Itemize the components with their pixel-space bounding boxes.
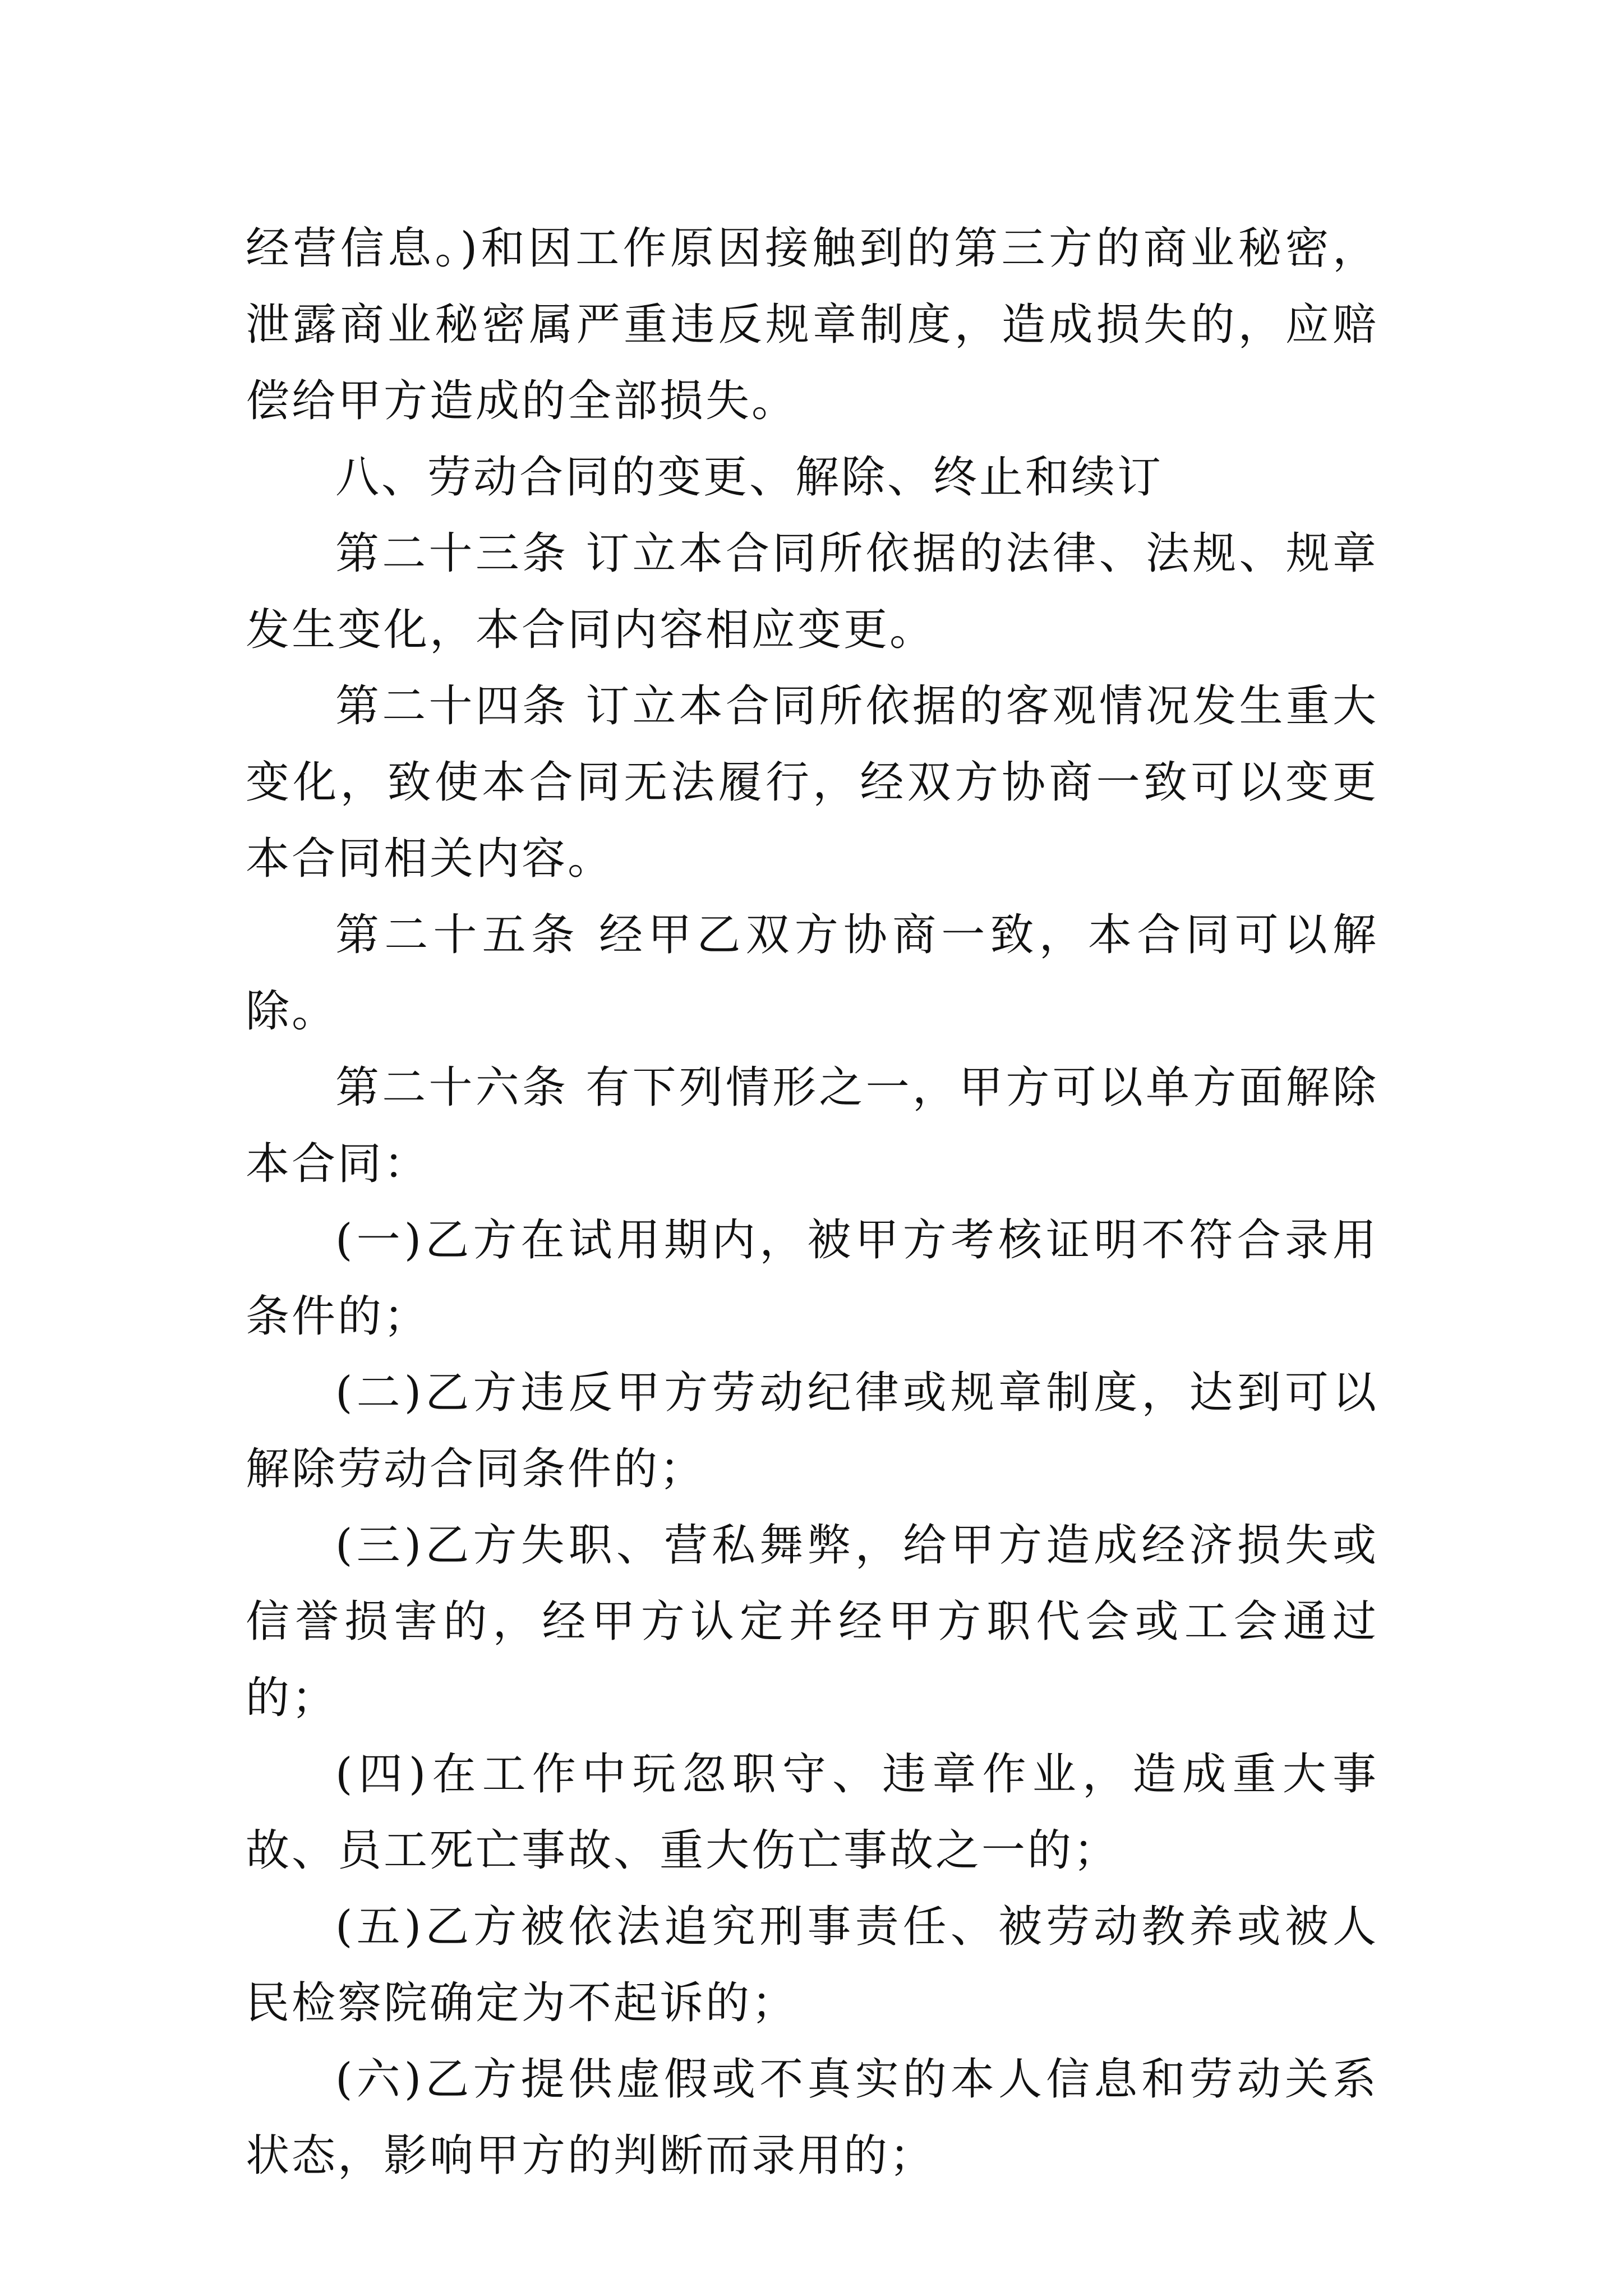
article-26-item-6: (六)乙方提供虚假或不真实的本人信息和劳动关系状态，影响甲方的判断而录用的； [246, 2054, 1378, 2181]
article-26-item-5: (五)乙方被依法追究刑事责任、被劳动教养或被人民检察院确定为不起诉的； [246, 1902, 1378, 2028]
paragraph-trade-secret-continuation: 经营信息。)和因工作原因接触到的第三方的商业秘密，泄露商业秘密属严重违反规章制度，造成损失的，应赔偿给甲方造成的全部损失。 [246, 223, 1378, 426]
section-heading-contract-changes: 八、劳动合同的变更、解除、终止和续订 [335, 452, 1164, 503]
article-26-item-2: (二)乙方违反甲方劳动纪律或规章制度，达到可以解除劳动合同条件的； [246, 1368, 1378, 1494]
article-24: 第二十四条 订立本合同所依据的客观情况发生重大变化，致使本合同无法履行，经双方协商一致可以变更本合同相关内容。 [246, 681, 1378, 884]
article-23: 第二十三条 订立本合同所依据的法律、法规、规章发生变化，本合同内容相应变更。 [246, 528, 1378, 655]
article-26: 第二十六条 有下列情形之一，甲方可以单方面解除本合同： [246, 1062, 1378, 1189]
article-25: 第二十五条 经甲乙双方协商一致，本合同可以解除。 [246, 910, 1378, 1037]
article-26-item-4: (四)在工作中玩忽职守、违章作业，造成重大事故、员工死亡事故、重大伤亡事故之一的； [246, 1749, 1378, 1876]
article-26-item-1: (一)乙方在试用期内，被甲方考核证明不符合录用条件的； [246, 1215, 1378, 1342]
contract-body [246, 210, 1378, 2194]
article-26-item-3: (三)乙方失职、营私舞弊，给甲方造成经济损失或信誉损害的，经甲方认定并经甲方职代会或工会通过的； [246, 1520, 1378, 1723]
